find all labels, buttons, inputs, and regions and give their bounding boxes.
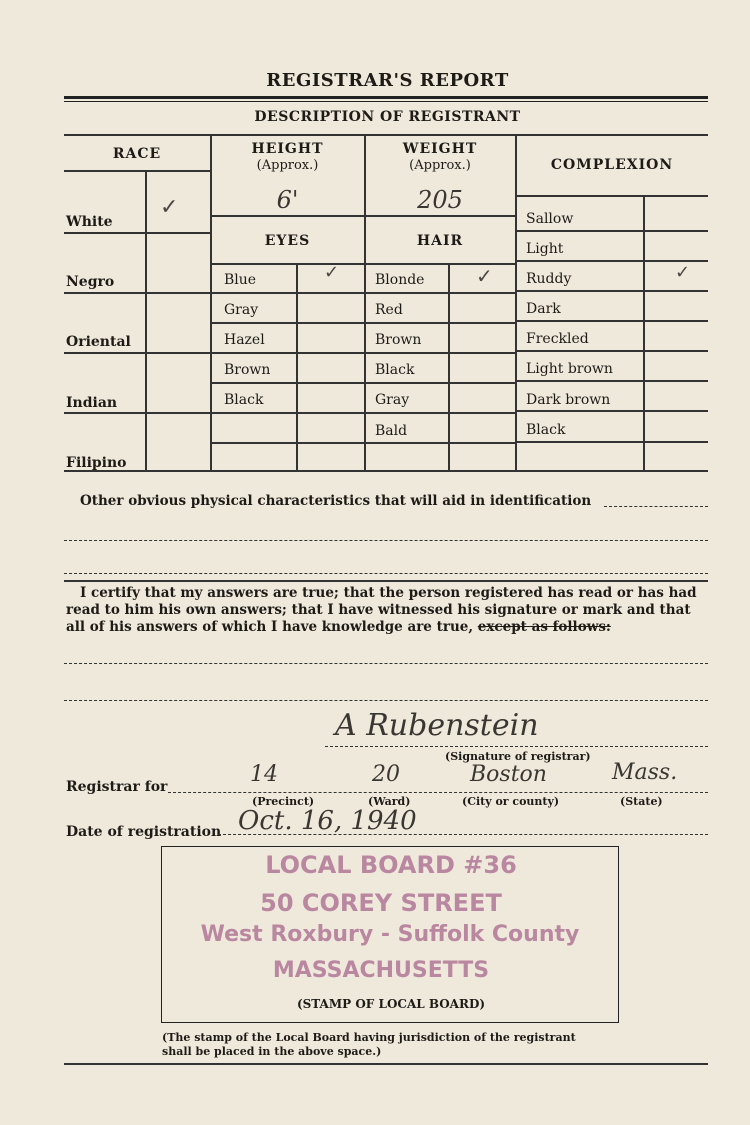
complexion-rule-5 [516,350,708,352]
title-rule [64,96,708,99]
race-indian: Indian [66,395,118,411]
complexion-ruddy: Ruddy [526,271,572,287]
eyes-blue: Blue [224,272,257,288]
complexion-light: Light [526,241,564,257]
eyes-check-divider [296,265,298,470]
race-oriental: Oriental [66,334,131,350]
race-white-checkmark: ✓ [160,195,179,220]
signature-line [325,746,708,747]
table-top-rule [64,134,708,136]
ward-value: 20 [372,762,400,787]
precinct-caption: (Precinct) [252,795,315,808]
state-value: Mass. [612,760,678,785]
hair-red: Red [375,302,403,318]
date-label: Date of registration [66,824,222,840]
stamp-line-3: West Roxbury - Suffolk County [200,922,580,947]
stamp-line-4: MASSACHUSETTS [272,958,490,983]
certify-struck-text: except as follows: [477,619,611,635]
footnote-line-1: (The stamp of the Local Board having jurisdiction of the registrant [162,1031,576,1044]
race-filipino: Filipino [66,455,127,471]
race-header: RACE [112,146,162,162]
weight-complexion-divider [515,136,517,470]
complexion-rule-7 [516,410,708,412]
hair-blonde: Blonde [375,272,425,288]
race-check-divider [145,172,147,470]
complexion-rule-2 [516,260,708,262]
registrar-for-line [168,792,708,793]
eyes-hair-rule-5 [211,412,515,414]
certify-line-3-start: all of his answers of which I have knowledge are true, [66,619,478,635]
state-caption: (State) [620,795,663,808]
height-value: 6' [276,186,299,214]
hair-check-divider [448,265,450,470]
complexion-dark: Dark [526,301,561,317]
footnote-line-2: shall be placed in the above space.) [162,1045,382,1058]
certify-top-rule [64,580,708,582]
hair-gray: Gray [375,392,410,408]
stamp-line-1: LOCAL BOARD #36 [265,851,517,879]
complexion-rule-6 [516,380,708,382]
hair-bald: Bald [375,423,408,439]
section-subtitle: DESCRIPTION OF REGISTRANT [254,109,521,125]
race-rule-3 [64,352,210,354]
page-title: REGISTRAR'S REPORT [266,70,509,91]
exceptions-line-2 [64,700,708,701]
other-line-2 [64,540,708,541]
height-subheader: (Approx.) [256,158,319,173]
other-line-1 [604,506,708,507]
complexion-rule-3 [516,290,708,292]
exceptions-line-1 [64,663,708,664]
eyes-hair-rule-4 [211,382,515,384]
weight-subheader: (Approx.) [409,158,471,173]
eyes-hazel: Hazel [224,332,265,348]
complexion-freckled: Freckled [526,331,589,347]
registrar-for-label: Registrar for [66,779,168,795]
stamp-line-2: 50 COREY STREET [260,889,502,917]
precinct-value: 14 [250,762,278,787]
eyes-hair-header-rule [211,263,515,265]
eyes-hair-rule-1 [211,292,515,294]
eyes-header: EYES [264,233,311,249]
registrar-signature: A Rubenstein [335,708,539,743]
complexion-sallow: Sallow [526,211,574,227]
footer-rule [64,1063,708,1065]
race-rule-1 [64,232,210,234]
city-caption: (City or county) [462,795,560,808]
date-value: Oct. 16, 1940 [238,806,417,836]
complexion-rule-8 [516,441,708,443]
other-characteristics-label: Other obvious physical characteristics that will aid in identification [80,493,592,509]
race-rule-2 [64,292,210,294]
complexion-header: COMPLEXION [550,157,674,173]
complexion-rule-4 [516,320,708,322]
complexion-header-rule [516,195,708,197]
stamp-caption: (STAMP OF LOCAL BOARD) [296,997,486,1011]
complexion-check-divider [643,196,645,470]
hair-brown: Brown [375,332,422,348]
eyes-hair-rule-2 [211,322,515,324]
race-negro: Negro [66,274,115,290]
certify-line-3 [66,619,611,636]
certify-line-2: read to him his own answers; that I have witnessed his signature or mark and that [66,602,691,618]
eyes-blue-checkmark: ✓ [324,262,340,283]
city-value: Boston [470,762,547,787]
race-white: White [66,214,113,230]
eyes-brown: Brown [224,362,271,378]
weight-value: 205 [417,186,463,214]
hair-blonde-checkmark: ✓ [476,264,493,288]
eyes-gray: Gray [224,302,259,318]
ward-caption: (Ward) [368,795,411,808]
height-weight-rule [211,215,515,217]
eyes-hair-rule-3 [211,352,515,354]
height-header: HEIGHT [251,141,324,157]
other-line-3 [64,573,708,574]
certify-line-1: I certify that my answers are true; that the person registered has read or has had [80,585,697,601]
complexion-black: Black [526,422,566,438]
complexion-light-brown: Light brown [526,361,613,377]
eyes-hair-rule-6 [211,442,515,444]
complexion-ruddy-checkmark: ✓ [675,262,691,283]
hair-header: HAIR [416,233,464,249]
hair-black: Black [375,362,415,378]
complexion-rule-1 [516,230,708,232]
complexion-dark-brown: Dark brown [526,392,611,408]
title-rule-thin [64,101,708,102]
signature-caption: (Signature of registrar) [445,750,591,763]
race-rule-4 [64,412,210,414]
weight-header: WEIGHT [402,141,478,157]
table-bottom-rule [64,470,708,472]
eyes-black: Black [224,392,264,408]
race-header-rule [64,170,210,172]
